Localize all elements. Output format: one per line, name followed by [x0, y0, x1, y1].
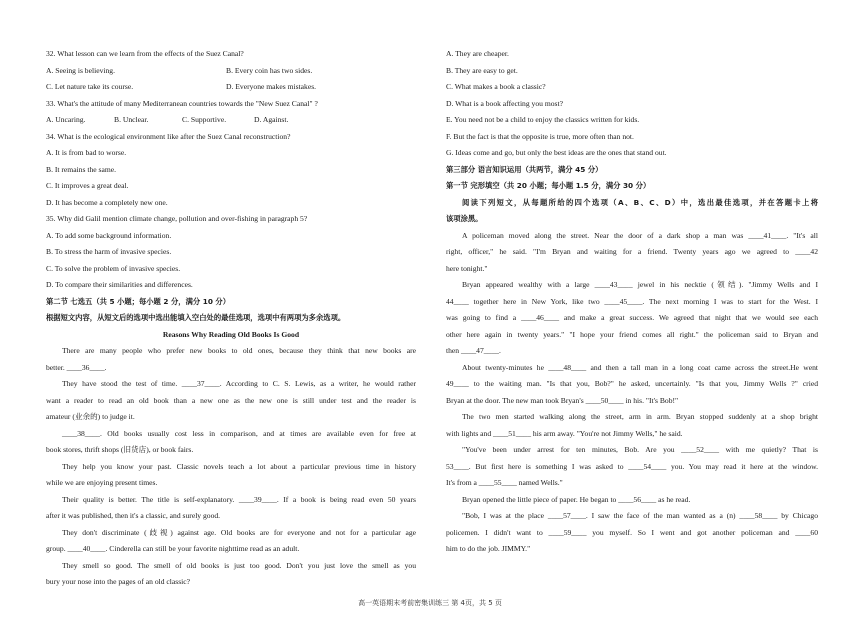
passage-paragraph-1: [46, 343, 416, 376]
text-line: right, officer," he said. "I'm Bryan and waiting for a friend. Twenty years ago we agreed to ____42: [446, 247, 818, 256]
text-line: About twenty-minutes he ____48____ and then a tall man in a long coat came across the street.He went: [462, 362, 818, 372]
option-c: C. To solve the problem of invasive species.: [46, 263, 181, 273]
option-a: A. It is from bad to worse.: [46, 148, 127, 157]
cloze-paragraph-6: [446, 492, 818, 509]
option-c: C. It improves a great deal.: [46, 181, 129, 190]
text-line: after it was published, then it's a classic, and surely good.: [46, 511, 221, 520]
text-line: A policeman moved along the street. Near the door of a dark shop a man was ____41____. "It's all: [462, 230, 818, 240]
passage-paragraph-4: [46, 459, 416, 492]
question-32-options-row2: [46, 79, 416, 96]
question-35-stem: 35. Why did Galil mention climate change, pollution and over-fishing in paragraph 5?: [46, 214, 308, 223]
text-line: Their quality is better. The title is self-explanatory. ____39____. If a book is being read even 50 years: [62, 494, 416, 504]
passage-paragraph-2: [46, 376, 416, 426]
cloze-paragraph-5: [446, 442, 818, 492]
option-g: G. Ideas come and go, but only the best ideas are the ones that stand out.: [446, 148, 667, 157]
text-line: ____38____. Old books usually cost less in comparison, and at times are available even for free at: [62, 428, 416, 438]
option-b: B. Unclear.: [114, 115, 149, 124]
cloze-paragraph-1: [446, 228, 818, 278]
cloze-paragraph-2: [446, 277, 818, 360]
text-line: The two men started walking along the street, arm in arm. Bryan stopped suddenly at a shop bright: [462, 412, 818, 421]
text-line: Bryan at the door. The new man took Bryan's ____50____ in his. "It's Bob!": [446, 395, 679, 405]
section-1-title: 第一节 完形填空（共 20 小题；每小题 1.5 分，满分 30 分）: [446, 181, 651, 190]
option-a: A. To add some background information.: [46, 230, 172, 240]
text-line: "You've been under arrest for ten minutes, Bob. Are you ____52____ with me quietly? That is: [462, 445, 818, 454]
page-footer: 高一英语期末考前密集训练三 第 4页，共 5 页: [358, 599, 502, 607]
text-line: It's from a ____55____ named Wells.": [446, 478, 563, 487]
right-column: [446, 46, 818, 558]
question-32-stem: 32. What lesson can we learn from the effects of the Suez Canal?: [46, 49, 244, 58]
option-d: D. What is a book affecting you most?: [446, 98, 563, 108]
text-line: "Bob, I was at the place ____57____. I saw the face of the man wanted as a (n) ____58____ by Chicago: [462, 511, 818, 520]
option-d: D. Against.: [254, 115, 289, 124]
cloze-paragraph-4: [446, 409, 818, 442]
text-line: There are many people who prefer new books to old ones, because they think that new books are: [62, 346, 416, 355]
option-f: F. But the fact is that the opposite is true, more often than not.: [446, 131, 634, 141]
passage-paragraph-5: [46, 492, 416, 525]
text-line: 49____ to the waiting man. "Is that you, Bob?" he asked, uncertainly. "Is that you, Jimmy Wells ?" cried: [446, 379, 818, 388]
question-32-options-row1: [46, 63, 416, 80]
section-2-instructions: 根据短文内容，从短文后的选项中选出能填入空白处的最佳选项，选项中有两项为多余选项。: [46, 313, 346, 322]
option-b: B. To stress the harm of invasive species.: [46, 247, 172, 256]
text-line: 阅读下列短文，从每题所给的四个选项（A、B、C、D）中，选出最佳选项，并在答题卡上将: [462, 197, 818, 207]
text-line: group. ____40____. Cinderella can still be your favorite nighttime read as an adult.: [46, 544, 300, 553]
left-column: [46, 46, 416, 591]
option-a: A. They are cheaper.: [446, 49, 509, 58]
text-line: bury your nose into the pages of an old classic?: [46, 577, 191, 586]
question-34-stem: 34. What is the ecological environment like after the Suez Canal reconstruction?: [46, 131, 291, 141]
question-33-stem: 33. What's the attitude of many Mediterranean countries towards the "New Suez Canal" ?: [46, 98, 318, 108]
passage-paragraph-7: [46, 558, 416, 591]
text-line: want a reader to read an old book than a new one as the new one is still under test and the reader is: [46, 395, 416, 405]
option-a: A. Seeing is believing.: [46, 65, 115, 75]
option-c: C. Let nature take its course.: [46, 82, 134, 91]
text-line: Bryan opened the little piece of paper. He began to ____56____ as he read.: [462, 494, 691, 504]
text-line: amateur (业余的) to judge it.: [46, 412, 135, 421]
option-b: B. They are easy to get.: [446, 65, 518, 75]
text-line: while we are enjoying present times.: [46, 478, 158, 487]
text-line: 53____. But first here is something I was asked to ____54____ you. You may read it here at the window.: [446, 461, 818, 471]
question-33-options: [46, 112, 416, 129]
option-e: E. You need not be a child to enjoy the classics written for kids.: [446, 115, 640, 124]
passage-paragraph-6: [46, 525, 416, 558]
cloze-paragraph-3: [446, 360, 818, 410]
text-line: better. ____36____.: [46, 362, 107, 372]
option-d: D. Everyone makes mistakes.: [226, 82, 317, 91]
section-1-instructions: [446, 195, 818, 228]
option-c: C. Supportive.: [182, 115, 227, 124]
text-line: They have stood the test of time. ____37____. According to C. S. Lewis, as a writer, he would rather: [62, 379, 416, 388]
seven-choice-options: [446, 46, 818, 162]
option-d: D. It has become a completely new one.: [46, 197, 168, 207]
text-line: Bryan appeared wealthy with a large ____43____ jewel in his necktie (领结). "Jimmy Wells and I: [462, 280, 818, 289]
text-line: here tonight.": [446, 263, 488, 273]
passage-title: Reasons Why Reading Old Books Is Good: [162, 329, 300, 339]
option-a: A. Uncaring.: [46, 115, 86, 124]
option-d: D. To compare their similarities and differences.: [46, 280, 193, 289]
text-line: other here again in twenty years." "I hope your friend comes all right." the policeman said to Bryan and: [446, 329, 818, 339]
text-line: 44____ together here in New York, like two ____45____. The next morning I was to start for the West. I: [446, 296, 818, 306]
text-line: policemen. I didn't want to ____59____ you myself. So I went and got another policeman and ____60: [446, 527, 818, 537]
section-2-title: 第二节 七选五（共 5 小题；每小题 2 分，满分 10 分）: [46, 296, 231, 306]
passage-paragraph-3: [46, 426, 416, 459]
text-line: They smell so good. The smell of old books is just too good. Don't you just love the smell as you: [62, 560, 416, 570]
cloze-paragraph-7: [446, 508, 818, 558]
text-line: then ____47____.: [446, 346, 501, 355]
option-c: C. What makes a book a classic?: [446, 82, 546, 91]
text-line: was going to find a ____46____ and make a great success. We agreed that night that we would see each: [446, 313, 818, 322]
text-line: with lights and ____51____ his arm away. "You're not Jimmy Wells," he said.: [446, 428, 683, 438]
part-3-title: 第三部分 语言知识运用（共两节，满分 45 分）: [446, 164, 603, 174]
text-line: 该项涂黑。: [446, 214, 483, 223]
option-b: B. It remains the same.: [46, 164, 117, 174]
text-line: They don't discriminate (歧视) against age. Old books are for everyone and not for a particular age: [62, 527, 416, 537]
text-line: him to do the job. JIMMY.": [446, 544, 531, 553]
text-line: They help you know your past. Classic novels teach a lot about a particular previous time in history: [62, 461, 416, 471]
option-b: B. Every coin has two sides.: [226, 65, 313, 75]
text-line: book stores, thrift shops (旧货店), or book fairs.: [46, 445, 194, 454]
